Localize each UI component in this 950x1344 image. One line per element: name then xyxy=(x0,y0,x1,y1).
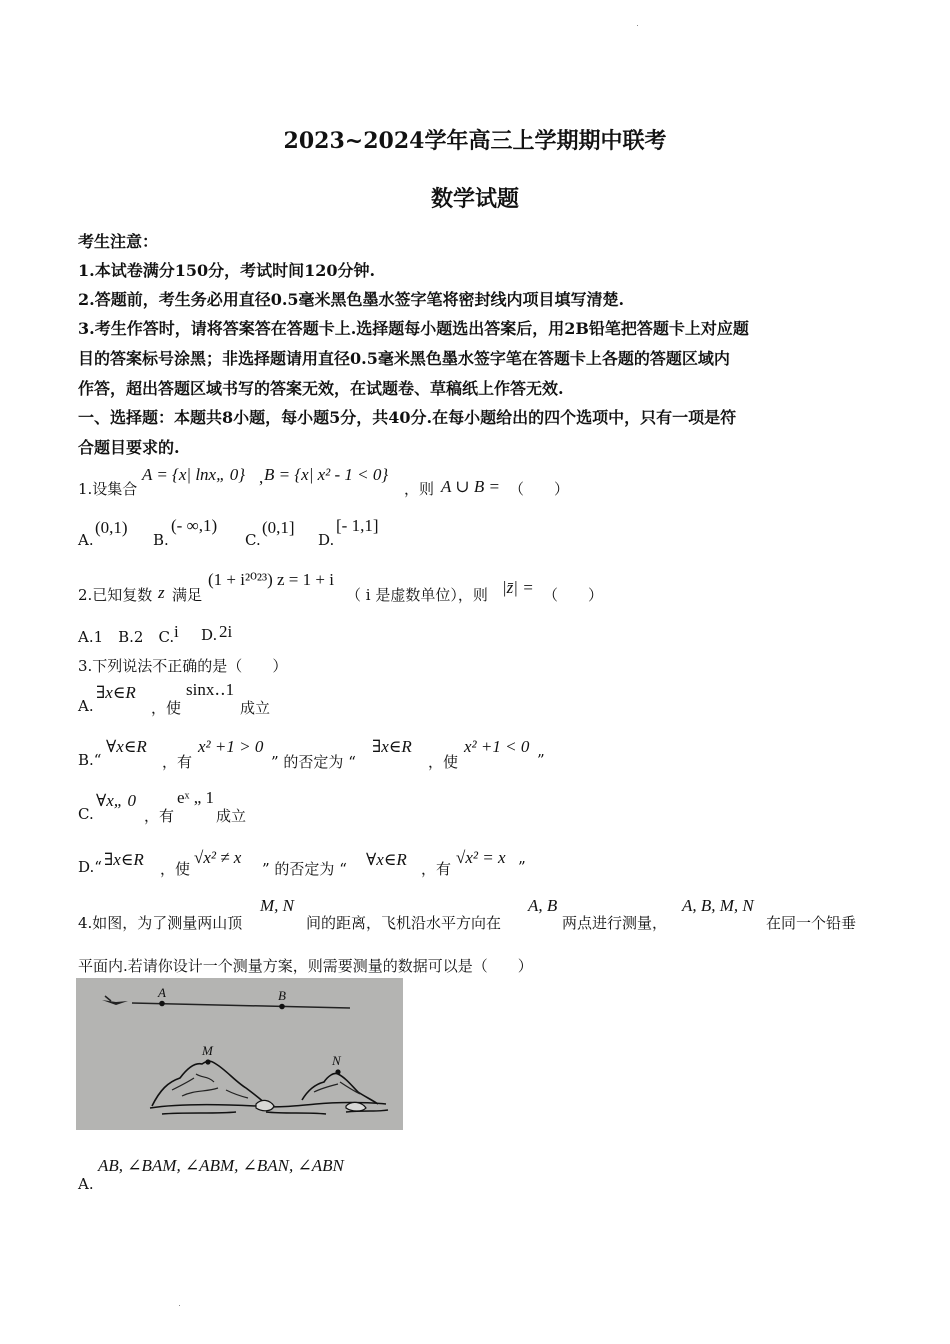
q1-option-b: (- ∞,1) xyxy=(171,516,218,535)
q3-d-text-2: ” 的否定为 “ xyxy=(262,860,347,878)
q4-text-1: 4.如图，为了测量两山顶 xyxy=(78,914,243,932)
q1-option-c: (0,1] xyxy=(262,518,295,537)
q3-d-text-1: ，使 xyxy=(160,860,191,878)
q3-b-text-1: ，有 xyxy=(162,753,193,771)
q2-option-c: i xyxy=(174,622,179,641)
q2-option-d-label: D. xyxy=(201,626,218,644)
notice-line-1: 1.本试卷满分150分，考试时间120分钟. xyxy=(78,261,376,280)
q4-line-2: 平面内.若请你设计一个测量方案，则需要测量的数据可以是（ ） xyxy=(78,957,533,975)
q1-option-d-label: D. xyxy=(318,531,335,549)
q4-text-4: 在同一个铅垂 xyxy=(766,914,857,932)
q3-b-math-3: ∃x∈R xyxy=(372,737,412,756)
q1-set-a: A = {x| lnx„ 0} xyxy=(142,465,246,484)
q4-math-2: A, B xyxy=(528,896,558,915)
q1-option-a-label: A. xyxy=(78,531,94,549)
q3-b-text-3: ，使 xyxy=(428,753,459,771)
q3-c-label: C. xyxy=(78,805,94,823)
q3-b-text-2: ” 的否定为 “ xyxy=(271,753,356,771)
figure-label-a: A xyxy=(158,985,166,1000)
q3-d-math-4: √x² = x xyxy=(456,848,506,867)
section-line-2: 合题目要求的. xyxy=(78,438,180,457)
q3-d-text-3: ，有 xyxy=(421,860,452,878)
q3-a-text-1: ，使 xyxy=(151,699,182,717)
notice-line-3a: 3.考生作答时，请将答案答在答题卡上.选择题每小题选出答案后，用2B铅笔把答题卡上对应题 xyxy=(78,319,749,338)
notice-line-3b: 目的答案标号涂黑；非选择题请用直径0.5毫米黑色墨水签字笔在答题卡上各题的答题区域内 xyxy=(78,349,730,368)
q2-option-d: 2i xyxy=(219,622,233,641)
q3-d-text-4: ” xyxy=(518,858,526,876)
figure-label-n: N xyxy=(332,1053,341,1068)
scan-speck xyxy=(179,1305,180,1306)
q4-option-a: AB, ∠BAM, ∠ABM, ∠BAN, ∠ABN xyxy=(98,1156,344,1175)
q3-b-math-4: x² +1 < 0 xyxy=(464,737,530,756)
q3-b-label: B.“ xyxy=(78,751,102,769)
page-title: 2023~2024学年高三上学期期中联考 xyxy=(283,128,667,154)
q4-option-a-label: A. xyxy=(78,1175,94,1193)
q1-set-b: B = {x| x² - 1 < 0} xyxy=(264,465,389,484)
q3-d-math-3: ∀x∈R xyxy=(366,850,407,869)
q3-c-text-1: ，有 xyxy=(144,807,175,825)
q4-text-3: 两点进行测量， xyxy=(562,914,668,932)
q1-comma: , xyxy=(259,468,264,487)
point-a xyxy=(159,1001,165,1007)
q1-expression: A ∪ B = xyxy=(441,477,500,496)
notice-line-2: 2.答题前，考生务必用直径0.5毫米黑色墨水签字笔将密封线内项目填写清楚. xyxy=(78,290,625,309)
figure-label-m: M xyxy=(202,1043,213,1058)
q2-satisfy: 满足 xyxy=(172,586,203,604)
scan-speck xyxy=(637,25,638,26)
q3-a-math-1: ∃x∈R xyxy=(96,683,136,702)
q1-option-b-label: B. xyxy=(153,531,169,549)
q3-stem: 3.下列说法不正确的是（ ） xyxy=(78,657,288,675)
q1-answer-paren: （ ） xyxy=(509,480,570,498)
figure-label-b: B xyxy=(278,988,286,1003)
notice-line-3c: 作答，超出答题区域书写的答案无效，在试题卷、草稿纸上作答无效. xyxy=(78,379,564,398)
q3-d-math-2: √x² ≠ x xyxy=(194,848,242,867)
q4-math-3: A, B, M, N xyxy=(682,896,754,915)
q3-c-text-2: 成立 xyxy=(216,807,247,825)
q2-prefix: 2.已知复数 xyxy=(78,586,153,604)
q3-c-math-2: eˣ „ 1 xyxy=(177,788,215,807)
q3-b-text-4: ” xyxy=(537,751,545,769)
q2-z: z xyxy=(158,583,165,602)
point-b xyxy=(279,1004,285,1010)
point-m xyxy=(205,1059,210,1064)
q3-a-label: A. xyxy=(78,697,94,715)
q2-abs: |z̄| = xyxy=(502,578,534,597)
q1-option-a: (0,1) xyxy=(95,518,128,537)
q4-math-1: M, N xyxy=(260,896,294,915)
q4-figure-drawing xyxy=(76,978,403,1130)
q2-note: （ i 是虚数单位），则 xyxy=(346,586,488,604)
section-line-1: 一、选择题：本题共8小题，每小题5分，共40分.在每小题给出的四个选项中，只有一项是符 xyxy=(78,408,737,427)
page-subtitle: 数学试题 xyxy=(430,186,519,212)
q2-answer-paren: （ ） xyxy=(543,586,604,604)
q1-then: ，则 xyxy=(404,480,435,498)
q2-options: A.1 B.2 C. xyxy=(78,628,175,646)
q4-text-2: 间的距离，飞机沿水平方向在 xyxy=(306,914,502,932)
q3-c-math-1: ∀x„ 0 xyxy=(96,791,137,810)
q3-b-math-2: x² +1 > 0 xyxy=(198,737,264,756)
q4-figure-photo xyxy=(76,978,403,1130)
notice-heading: 考生注意： xyxy=(78,232,159,251)
q3-b-math-1: ∀x∈R xyxy=(106,737,147,756)
q1-prefix: 1.设集合 xyxy=(78,480,138,498)
q3-d-math-1: ∃x∈R xyxy=(104,850,144,869)
q1-option-d: [- 1,1] xyxy=(336,516,379,535)
q3-d-label: D.“ xyxy=(78,858,102,876)
q1-option-c-label: C. xyxy=(245,531,261,549)
point-n xyxy=(335,1069,340,1074)
q3-a-math-2: sinx‥1 xyxy=(186,680,235,699)
q3-a-text-2: 成立 xyxy=(240,699,271,717)
q2-equation: (1 + i²⁰²³) z = 1 + i xyxy=(208,570,334,589)
